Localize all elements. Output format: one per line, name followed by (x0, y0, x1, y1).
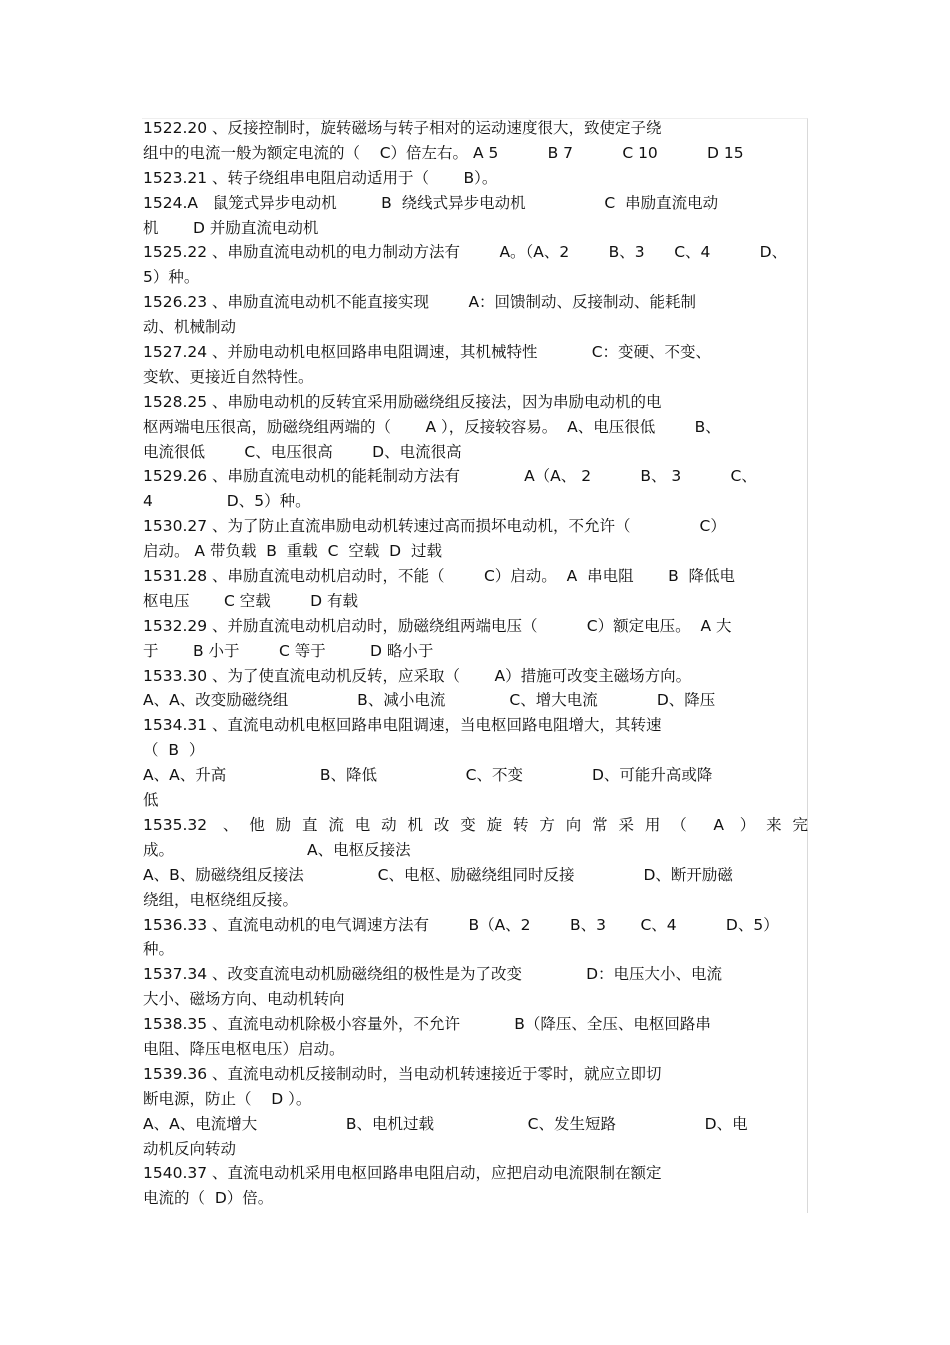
text-line: 组中的电流一般为额定电流的（ C）倍左右。 A 5 B 7 C 10 D 15 (143, 143, 744, 162)
text-line: 1527.24 、并励电动机电枢回路串电阻调速，其机械特性 C：变硬、不变、 (143, 343, 712, 362)
text-line: A、A、升高 B、降低 C、不变 D、可能升高或降 (143, 766, 713, 785)
text-line: 电流很低 C、电压很高 D、电流很高 (143, 442, 462, 461)
text-line: 1524.A 鼠笼式异步电动机 B 绕线式异步电动机 C 串励直流电动 (143, 193, 719, 212)
text-line: 1540.37 、直流电动机采用电枢回路串电阻启动，应把启动电流限制在额定 (143, 1164, 662, 1183)
text-line: 电流的（ D）倍。 (143, 1189, 274, 1208)
text-line: 1525.22 、串励直流电动机的电力制动方法有 A。（A、2 B、3 C、4 D、 (143, 243, 788, 262)
text-line: 成。 A、电枢反接法 (143, 840, 411, 859)
text-line: 1523.21 、转子绕组串电阻启动适用于（ B）。 (143, 168, 498, 187)
text-line: 1533.30 、为了使直流电动机反转，应采取（ A）措施可改变主磁场方向。 (143, 666, 692, 685)
text-line: 枢电压 C 空载 D 有载 (143, 591, 359, 610)
text-line: 1531.28 、串励直流电动机启动时，不能（ C）启动。 A 串电阻 B 降低电 (143, 567, 736, 586)
text-line: 大小、磁场方向、电动机转向 (143, 990, 345, 1009)
text-line: 于 B 小于 C 等于 D 略小于 (143, 641, 434, 660)
question-text-block (143, 116, 808, 1211)
text-line: 动、机械制动 (143, 318, 237, 337)
text-line: 动机反向转动 (143, 1139, 237, 1158)
text-line: 断电源，防止（ D ）。 (143, 1089, 312, 1108)
text-line: A、A、电流增大 B、电机过载 C、发生短路 D、电 (143, 1114, 748, 1133)
text-line: 种。 (143, 940, 175, 959)
text-line: 1526.23 、串励直流电动机不能直接实现 A：回馈制动、反接制动、能耗制 (143, 293, 697, 312)
text-line: （ B ） (143, 741, 205, 760)
text-line: 机 D 并励直流电动机 (143, 218, 319, 237)
text-line: 5）种。 (143, 268, 200, 287)
text-line: 启动。 A 带负载 B 重载 C 空载 D 过载 (143, 542, 442, 561)
text-line: 1537.34 、改变直流电动机励磁绕组的极性是为了改变 D：电压大小、电流 (143, 965, 723, 984)
text-line: 1538.35 、直流电动机除极小容量外，不允许 B（降压、全压、电枢回路串 (143, 1015, 711, 1034)
text-line: A、A、改变励磁绕组 B、减小电流 C、增大电流 D、降压 (143, 691, 716, 710)
text-line: 1530.27 、为了防止直流串励电动机转速过高而损坏电动机，不允许（ C） (143, 517, 726, 536)
text-line: 1534.31 、直流电动机电枢回路串电阻调速，当电枢回路电阻增大，其转速 (143, 716, 662, 735)
text-line: 1532.29 、并励直流电动机启动时，励磁绕组两端电压（ C）额定电压。 A 大 (143, 616, 732, 635)
text-line: 1539.36 、直流电动机反接制动时，当电动机转速接近于零时，就应立即切 (143, 1064, 662, 1083)
text-line: A、B、励磁绕组反接法 C、电枢、励磁绕组同时反接 D、断开励磁 (143, 865, 733, 884)
text-line: 1536.33 、直流电动机的电气调速方法有 B（A、2 B、3 C、4 D、5） (143, 915, 779, 934)
text-line: 变软、更接近自然特性。 (143, 367, 314, 386)
text-line: 电阻、降压电枢电压）启动。 (143, 1039, 345, 1058)
text-line: 枢两端电压很高，励磁绕组两端的（ A ），反接较容易。 A、电压很低 B、 (143, 417, 721, 436)
text-line: 低 (143, 791, 159, 810)
text-line: 4 D、5）种。 (143, 492, 311, 511)
text-line: 1528.25 、串励电动机的反转宜采用励磁绕组反接法，因为串励电动机的电 (143, 392, 662, 411)
text-line: 绕组，电枢绕组反接。 (143, 890, 299, 909)
text-line: 1522.20 、反接控制时，旋转磁场与转子相对的运动速度很大，致使定子绕 (143, 119, 662, 137)
text-line-justified: 1535.32 、他励直流电动机改变旋转方向常采用（ A ）来完 (143, 815, 808, 834)
text-line: 1529.26 、串励直流电动机的能耗制动方法有 A（A、 2 B、 3 C、 (143, 467, 757, 486)
